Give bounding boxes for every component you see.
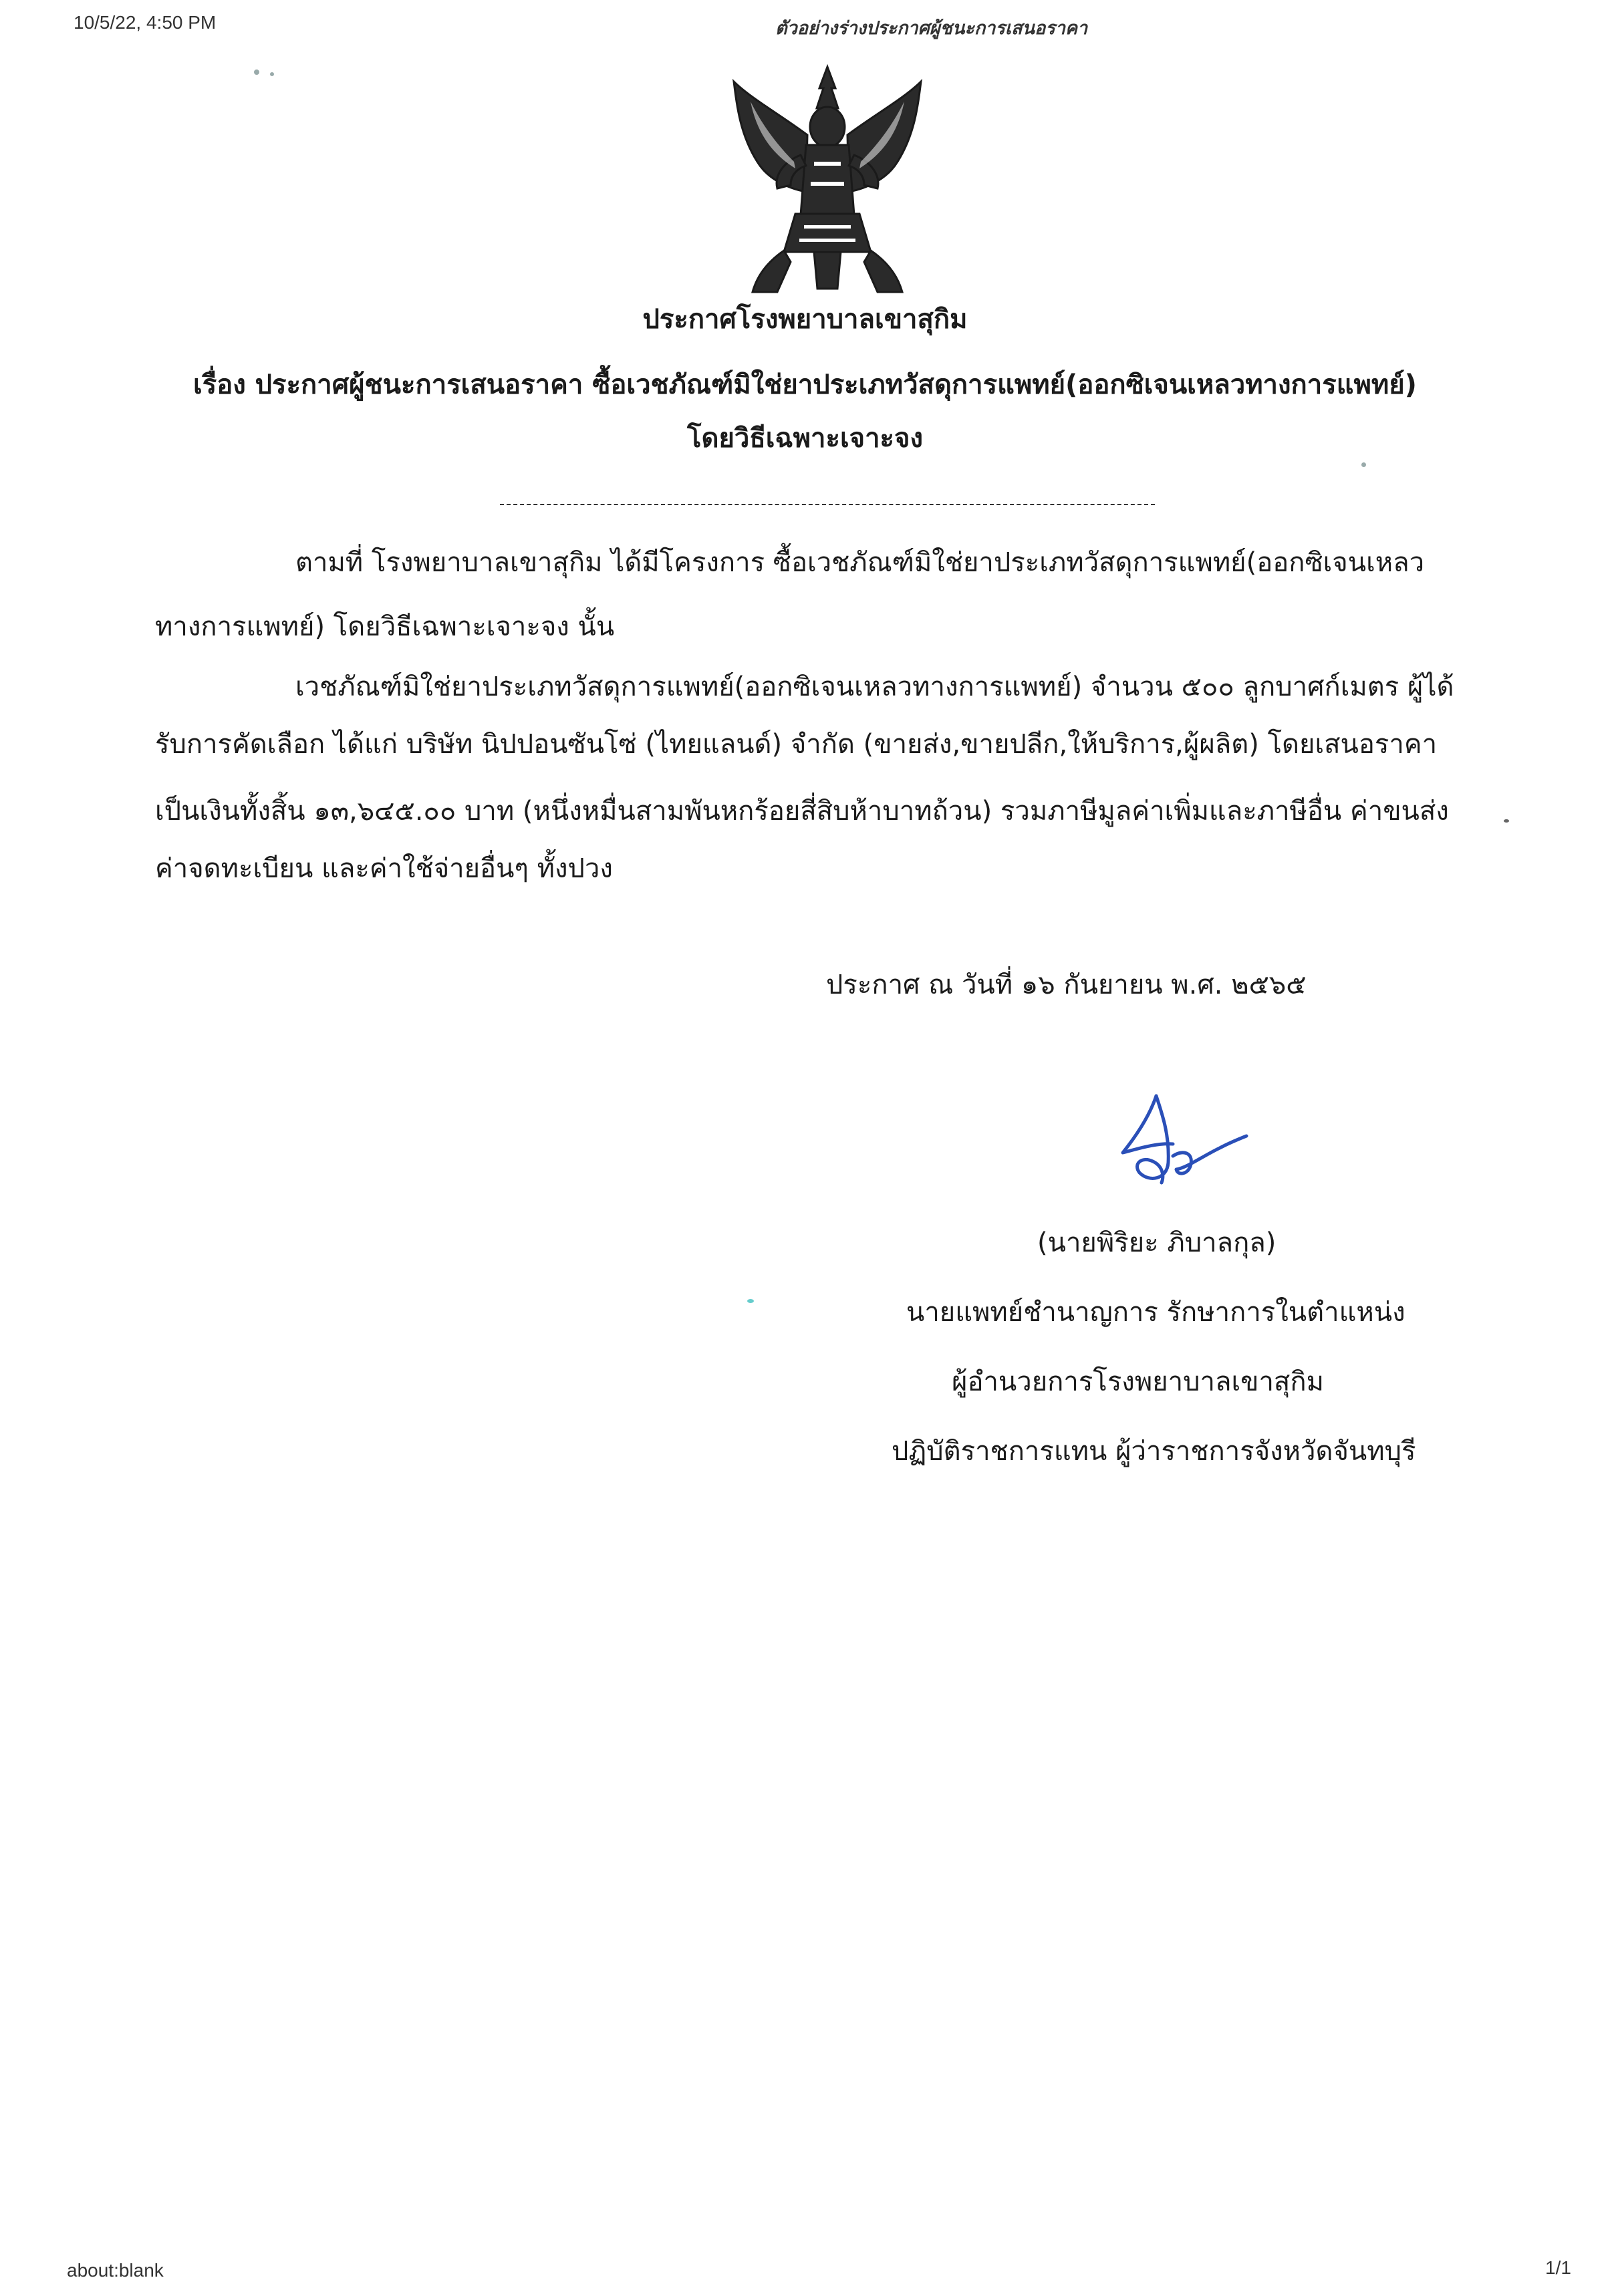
garuda-emblem-icon <box>720 61 934 302</box>
announcement-issuer: ประกาศโรงพยาบาลเขาสุกิม <box>642 304 968 335</box>
scan-speck <box>254 69 259 75</box>
scan-speck <box>1361 462 1366 467</box>
paragraph-2-line-4: ค่าจดทะเบียน และค่าใช้จ่ายอื่นๆ ทั้งปวง <box>155 853 613 884</box>
signatory-title-1: นายแพทย์ชำนาญการ รักษาการในตำแหน่ง <box>906 1297 1405 1328</box>
scan-speck <box>270 72 274 76</box>
scan-speck <box>1504 819 1509 823</box>
paragraph-1-line-1: ตามที่ โรงพยาบาลเขาสุกิม ได้มีโครงการ ซื้อเวชภัณฑ์มิใช่ยาประเภทวัสดุการแพทย์(ออกซิเจนเหลว <box>295 547 1425 578</box>
print-url: about:blank <box>67 2260 164 2281</box>
signatory-title-3: ปฏิบัติราชการแทน ผู้ว่าราชการจังหวัดจันทบุรี <box>892 1436 1416 1467</box>
scan-speck <box>747 1299 754 1303</box>
print-timestamp: 10/5/22, 4:50 PM <box>74 12 217 33</box>
signatory-title-2: ผู้อำนวยการโรงพยาบาลเขาสุกิม <box>952 1367 1324 1397</box>
paragraph-2-line-1: เวชภัณฑ์มิใช่ยาประเภทวัสดุการแพทย์(ออกซิเจนเหลวทางการแพทย์) จำนวน ๕๐๐ ลูกบาศก์เมตร ผู้ได้ <box>295 672 1454 702</box>
signatory-name: (นายพิริยะ ภิบาลกุล) <box>1037 1228 1277 1258</box>
print-page-count: 1/1 <box>1545 2257 1571 2278</box>
paragraph-1-line-2: ทางการแพทย์) โดยวิธีเฉพาะเจาะจง นั้น <box>155 611 615 642</box>
heading-divider <box>500 504 1155 505</box>
announcement-date: ประกาศ ณ วันที่ ๑๖ กันยายน พ.ศ. ๒๕๖๕ <box>826 970 1307 1000</box>
paragraph-2-line-2: รับการคัดเลือก ได้แก่ บริษัท นิปปอนซันโซ่ (ไทยแลนด์) จำกัด (ขายส่ง,ขายปลีก,ให้บริการ,ผู้ผลิต) โดยเสนอราคา <box>155 729 1438 760</box>
signature-scribble-icon <box>1109 1089 1250 1196</box>
announcement-method: โดยวิธีเฉพาะเจาะจง <box>686 423 924 454</box>
print-page-title: ตัวอย่างร่างประกาศผู้ชนะการเสนอราคา <box>775 18 1088 38</box>
announcement-subject: เรื่อง ประกาศผู้ชนะการเสนอราคา ซื้อเวชภัณฑ์มิใช่ยาประเภทวัสดุการแพทย์(ออกซิเจนเหลวทางการแพทย์) <box>193 370 1417 400</box>
paragraph-2-line-3: เป็นเงินทั้งสิ้น ๑๓,๖๔๕.๐๐ บาท (หนึ่งหมื่นสามพันหกร้อยสี่สิบห้าบาทถ้วน) รวมภาษีมูลค่าเพิ่มและภาษีอื่น ค่าขนส่ง <box>155 796 1449 827</box>
